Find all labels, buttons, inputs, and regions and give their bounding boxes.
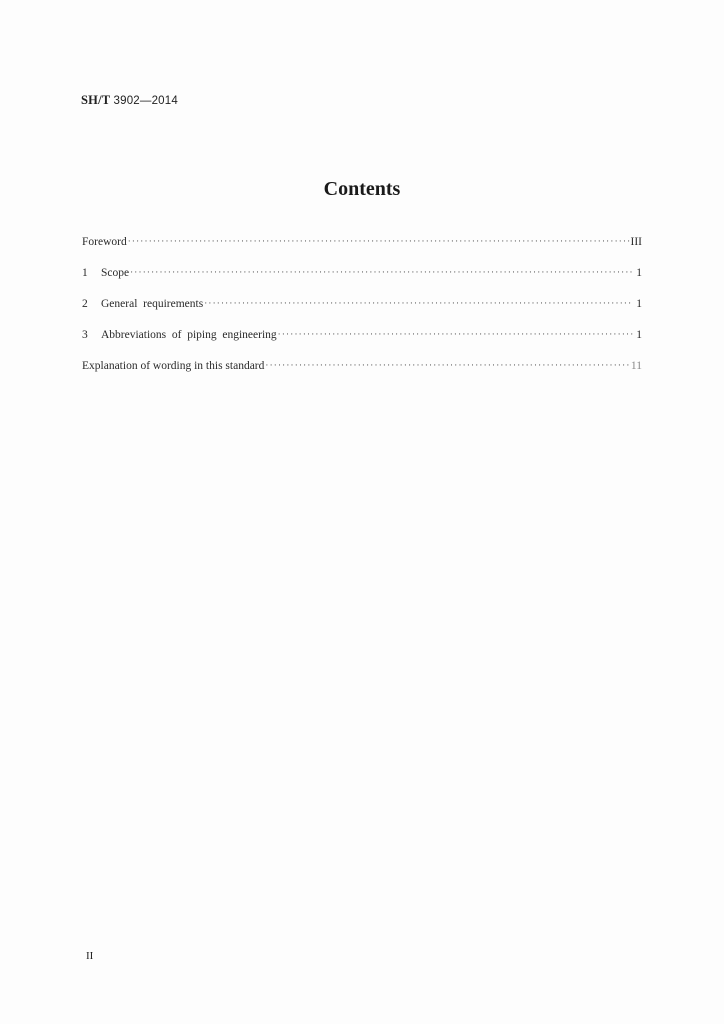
toc-page-number: 1 (636, 298, 642, 310)
toc-dot-leader (278, 329, 633, 339)
page-number: II (86, 950, 94, 962)
toc-entry-number: 1 (82, 267, 88, 279)
toc-entry-title: Explanation of wording in this standard (82, 360, 265, 372)
table-of-contents (82, 236, 642, 391)
toc-entry-scope[interactable] (82, 267, 642, 298)
toc-page-number: III (630, 236, 642, 248)
toc-entry-title: Foreword (82, 236, 127, 248)
toc-entry-general-requirements[interactable] (82, 298, 642, 329)
toc-dot-leader (204, 298, 633, 308)
toc-entry-number: 2 (82, 298, 88, 310)
standard-code-number: 3902—2014 (113, 95, 178, 107)
toc-page-number: 1 (636, 329, 642, 341)
toc-entry-label (82, 236, 127, 248)
toc-entry-label (82, 360, 264, 372)
standard-code-prefix: SH/T (81, 93, 111, 107)
toc-entry-title: General requirements (101, 298, 204, 310)
toc-dot-leader (265, 360, 630, 370)
standard-code (81, 93, 178, 108)
toc-entry-explanation-of-wording[interactable] (82, 360, 642, 391)
toc-entry-label (82, 298, 203, 310)
toc-entry-number: 3 (82, 329, 88, 341)
toc-entry-abbreviations[interactable] (82, 329, 642, 360)
toc-dot-leader (130, 267, 633, 277)
toc-dot-leader (128, 236, 630, 246)
toc-entry-foreword[interactable] (82, 236, 642, 267)
toc-entry-label (82, 329, 277, 341)
toc-entry-title: Scope (101, 267, 130, 279)
toc-page-number: 1 (636, 267, 642, 279)
toc-entry-title: Abbreviations of piping engineering (101, 329, 277, 341)
page-title: Contents (323, 178, 401, 200)
toc-page-number: 11 (630, 360, 642, 372)
toc-entry-label (82, 267, 129, 279)
